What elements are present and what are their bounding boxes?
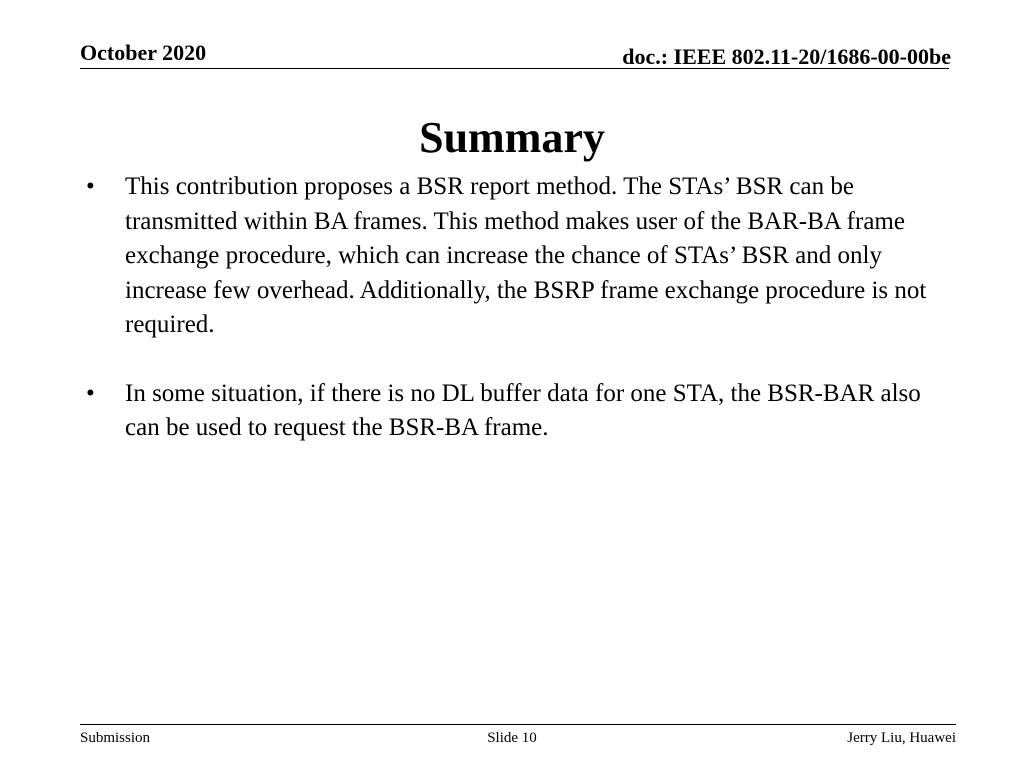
bullet-item [80, 377, 960, 446]
header-divider [80, 68, 949, 69]
footer-divider [80, 724, 956, 725]
header-date: October 2020 [80, 40, 207, 65]
document-id: doc.: IEEE 802.11-20/1686-00-00be [622, 44, 951, 69]
slide-title: Summary [419, 113, 605, 162]
slide-number: Slide 10 [487, 730, 537, 746]
bullet-text: In some situation, if there is no DL buffer data for one STA, the BSR-BAR also can be used to request the BSR-BA frame. [125, 379, 921, 441]
bullet-marker: • [86, 173, 95, 200]
footer-author: Jerry Liu, Huawei [847, 730, 956, 746]
bullet-item [80, 170, 960, 343]
bullet-list [80, 170, 960, 480]
bullet-marker: • [86, 379, 95, 407]
footer-submission: Submission [80, 730, 151, 746]
bullet-text: This contribution proposes a BSR report method. The STAs’ BSR can be transmitted within BA frames. This method makes user of the BAR-BA frame exchange procedure, which can increase the chance of STAs’ BSR and only increase few overhead. Additionally, the BSRP frame exchange procedure is not required. [125, 173, 927, 338]
